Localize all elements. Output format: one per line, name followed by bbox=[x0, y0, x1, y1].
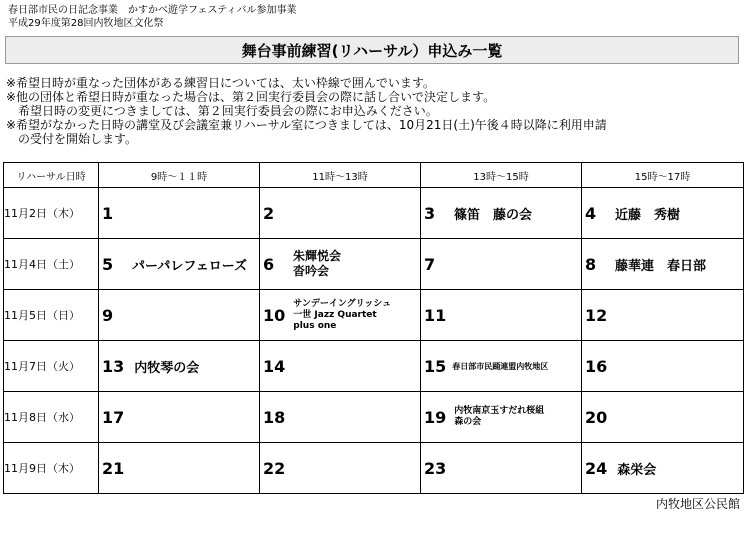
slot-number: 1 bbox=[102, 203, 114, 223]
page-title-box bbox=[5, 36, 739, 64]
group-name: 近藤 秀樹 bbox=[615, 207, 681, 223]
slot-number: 16 bbox=[585, 356, 608, 376]
table-row bbox=[4, 239, 744, 290]
column-header-slot-1: 9時～１１時 bbox=[99, 163, 260, 188]
slot-number: 19 bbox=[424, 407, 447, 427]
slot-number: 18 bbox=[263, 407, 286, 427]
slot-number: 21 bbox=[102, 458, 125, 478]
slot-cell bbox=[421, 188, 582, 239]
slot-number: 6 bbox=[263, 254, 275, 274]
slot-cell bbox=[421, 341, 582, 392]
group-name: 春日部市民踊連盟内牧地区 bbox=[452, 361, 549, 371]
group-name: 藤華連 春日部 bbox=[615, 258, 707, 274]
date-cell: 11月2日（木） bbox=[4, 188, 99, 239]
slot-cell bbox=[421, 392, 582, 443]
slot-cell bbox=[260, 188, 421, 239]
slot-number: 5 bbox=[102, 254, 114, 274]
header-line-1: 春日部市民の日記念事業 かすかべ遊学フェスティバル参加事業 bbox=[8, 5, 297, 16]
slot-cell bbox=[99, 239, 260, 290]
slot-cell bbox=[582, 341, 744, 392]
slot-cell bbox=[99, 290, 260, 341]
slot-number: 17 bbox=[102, 407, 125, 427]
note-line: の受付を開始します。 bbox=[6, 132, 138, 146]
date-cell: 11月8日（水） bbox=[4, 392, 99, 443]
group-name: パーパレフェローズ bbox=[132, 258, 248, 274]
table-header-row bbox=[4, 163, 744, 188]
slot-number: 9 bbox=[102, 305, 114, 325]
table-row bbox=[4, 188, 744, 239]
date-cell: 11月4日（土） bbox=[4, 239, 99, 290]
page-title: 舞台事前練習(リハーサル）申込み一覧 bbox=[241, 41, 503, 60]
column-header-slot-4: 15時～17時 bbox=[582, 163, 744, 188]
slot-cell bbox=[421, 290, 582, 341]
footer-organization: 内牧地区公民館 bbox=[655, 497, 740, 511]
slot-cell bbox=[421, 239, 582, 290]
group-name: サンデーイングリッシュ 一世 Jazz Quartet plus one bbox=[293, 298, 392, 331]
slot-number: 2 bbox=[263, 203, 275, 223]
group-name: 内牧南京玉すだれ桜組 森の会 bbox=[454, 406, 545, 427]
table-row bbox=[4, 341, 744, 392]
slot-cell bbox=[99, 392, 260, 443]
slot-number: 12 bbox=[585, 305, 608, 325]
slot-number: 23 bbox=[424, 458, 447, 478]
table-row bbox=[4, 443, 744, 494]
slot-number: 11 bbox=[424, 305, 447, 325]
slot-cell bbox=[99, 341, 260, 392]
slot-cell bbox=[99, 443, 260, 494]
slot-number: 3 bbox=[424, 203, 436, 223]
note-line: 希望日時の変更につきましては、第２回実行委員会の際にお申込みください。 bbox=[6, 104, 438, 118]
group-name: 内牧琴の会 bbox=[134, 360, 200, 376]
slot-cell bbox=[421, 443, 582, 494]
slot-cell bbox=[260, 290, 421, 341]
slot-number: 13 bbox=[102, 356, 125, 376]
group-name: 篠笛 藤の会 bbox=[454, 207, 533, 223]
rehearsal-schedule-table bbox=[3, 162, 744, 494]
slot-number: 4 bbox=[585, 203, 597, 223]
slot-cell bbox=[582, 239, 744, 290]
group-name: 朱輝悦会 沓吟会 bbox=[293, 249, 342, 278]
column-header-slot-2: 11時～13時 bbox=[260, 163, 421, 188]
note-line: ※希望日時が重なった団体がある練習日については、太い枠線で囲んでいます。 bbox=[6, 76, 435, 90]
note-line: ※他の団体と希望日時が重なった場合は、第２回実行委員会の際に話し合いで決定します。 bbox=[6, 90, 496, 104]
slot-cell bbox=[260, 239, 421, 290]
table-row bbox=[4, 392, 744, 443]
slot-cell bbox=[260, 392, 421, 443]
slot-cell bbox=[582, 188, 744, 239]
slot-number: 22 bbox=[263, 458, 286, 478]
slot-number: 20 bbox=[585, 407, 608, 427]
slot-cell bbox=[582, 392, 744, 443]
column-header-slot-3: 13時～15時 bbox=[421, 163, 582, 188]
header-line-2: 平成29年度第28回内牧地区文化祭 bbox=[8, 18, 164, 29]
notes-block bbox=[6, 76, 746, 146]
slot-cell bbox=[260, 443, 421, 494]
slot-number: 8 bbox=[585, 254, 597, 274]
date-cell: 11月9日（木） bbox=[4, 443, 99, 494]
group-name: 森栄会 bbox=[617, 462, 657, 478]
slot-cell bbox=[582, 290, 744, 341]
slot-number: 10 bbox=[263, 305, 286, 325]
slot-cell bbox=[582, 443, 744, 494]
date-cell: 11月7日（火） bbox=[4, 341, 99, 392]
slot-number: 24 bbox=[585, 458, 608, 478]
slot-cell bbox=[99, 188, 260, 239]
note-line: ※希望がなかった日時の講堂及び会議室兼リハーサル室につきましては、10月21日(土)午後４時以降に利用申請 bbox=[6, 118, 607, 132]
column-header-date: リハーサル日時 bbox=[4, 163, 99, 188]
slot-number: 14 bbox=[263, 356, 286, 376]
slot-number: 7 bbox=[424, 254, 436, 274]
slot-cell bbox=[260, 341, 421, 392]
table-row bbox=[4, 290, 744, 341]
date-cell: 11月5日（日） bbox=[4, 290, 99, 341]
slot-number: 15 bbox=[424, 356, 447, 376]
